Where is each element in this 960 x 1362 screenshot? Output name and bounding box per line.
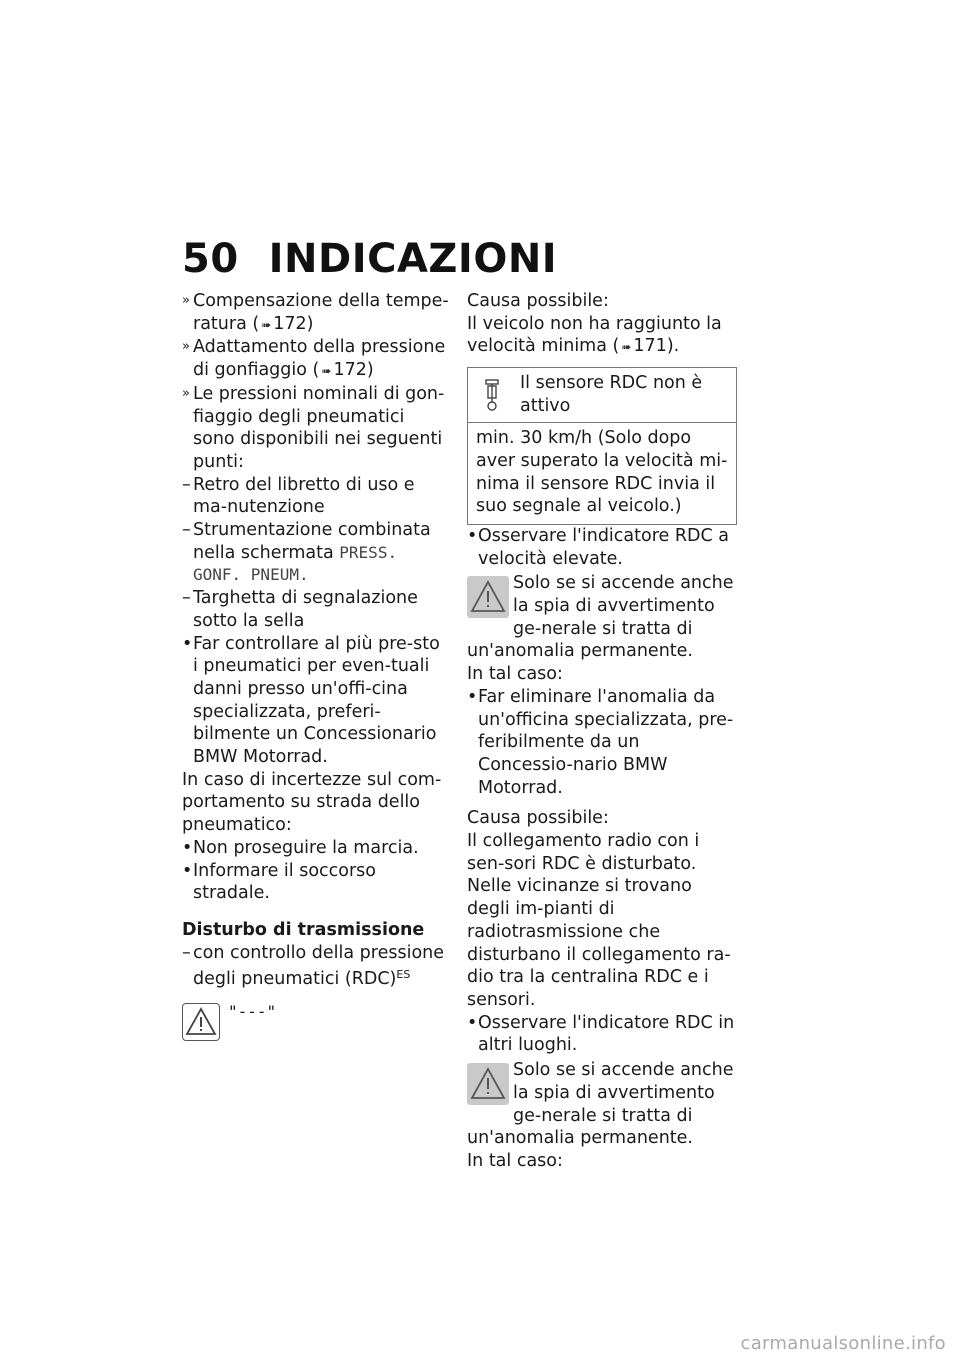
list-item bbox=[182, 837, 450, 860]
arrow-ref-icon: ➠ bbox=[321, 364, 332, 379]
dash-icon: – bbox=[182, 520, 191, 541]
list-item-text: Retro del libretto di uso e ma-nutenzione bbox=[193, 474, 415, 518]
list-item bbox=[182, 633, 450, 769]
warning-triangle-icon bbox=[467, 576, 509, 618]
list-item bbox=[467, 525, 739, 570]
bullet-icon: • bbox=[467, 686, 478, 707]
warning-indicator-row bbox=[182, 1001, 450, 1051]
list-item-text: Osservare l'indicatore RDC a velocità elevate. bbox=[478, 525, 729, 569]
page-number: 50 bbox=[182, 236, 239, 282]
warning-text: Solo se si accende anche la spia di avvertimento ge-nerale si tratta di un'anomalia permanente. bbox=[467, 573, 734, 662]
cause-label: Causa possibile: bbox=[467, 808, 609, 829]
superscript-note: ES bbox=[396, 968, 411, 982]
left-column bbox=[182, 290, 450, 1051]
warning-triangle-icon bbox=[182, 1003, 220, 1041]
bullet-icon: • bbox=[467, 525, 478, 546]
warning-triangle-icon bbox=[467, 1063, 509, 1105]
list-item-text: Osservare l'indicatore RDC in altri luoghi. bbox=[478, 1012, 735, 1056]
list-item-text: Far eliminare l'anomalia da un'officina specializzata, pre-feribilmente da un Concessio-nario BMW Motorrad. bbox=[478, 686, 734, 798]
page-title: INDICAZIONI bbox=[268, 236, 558, 282]
warning-note bbox=[467, 572, 739, 663]
page-ref[interactable]: 172) bbox=[273, 313, 314, 334]
list-item-text: Compensazione della tempe-ratura ( bbox=[193, 291, 449, 334]
list-item bbox=[182, 290, 450, 336]
list-item bbox=[467, 686, 739, 800]
list-item-text: Informare il soccorso stradale. bbox=[193, 860, 376, 904]
watermark: carmanualsonline.info bbox=[740, 1333, 946, 1354]
list-item bbox=[182, 336, 450, 382]
list-item-text: Le pressioni nominali di gon-fiaggio degli pneumatici sono disponibili nei seguenti punti: bbox=[193, 383, 445, 472]
list-item bbox=[182, 587, 450, 632]
section-subheading: Disturbo di trasmissione bbox=[182, 919, 425, 940]
arrow-ref-icon: ➠ bbox=[621, 340, 632, 355]
right-column bbox=[467, 290, 739, 1173]
arrow-bullet-icon: » bbox=[182, 339, 190, 355]
list-item-text: Non proseguire la marcia. bbox=[193, 837, 419, 858]
cause-text: Il collegamento radio con i sen-sori RDC è disturbato. Nelle vicinanze si trovano degli im-pianti di radiotrasmissione che disturbano il collegamento ra-dio tra la centralina RDC e i sensori. bbox=[467, 831, 731, 1010]
arrow-bullet-icon: » bbox=[182, 385, 190, 401]
display-code: "---" bbox=[228, 1002, 277, 1022]
rdc-table-title: Il sensore RDC non è attivo bbox=[520, 373, 703, 416]
list-item bbox=[467, 1012, 739, 1057]
bullet-icon: • bbox=[467, 1012, 478, 1033]
tire-pressure-sensor-icon bbox=[480, 378, 504, 419]
bullet-icon: • bbox=[182, 860, 193, 881]
paragraph: In tal caso: bbox=[467, 1150, 563, 1171]
list-item bbox=[182, 519, 450, 587]
cause-label: Causa possibile: bbox=[467, 291, 609, 311]
rdc-table-body: min. 30 km/h (Solo dopo aver superato la velocità mi-nima il sensore RDC invia il suo segnale al veicolo.) bbox=[476, 428, 728, 517]
rdc-table-header bbox=[468, 368, 736, 423]
warning-note bbox=[467, 1059, 739, 1150]
bullet-icon: • bbox=[182, 633, 193, 654]
cause-text: Il veicolo non ha raggiunto la velocità minima ( bbox=[467, 313, 722, 357]
list-item bbox=[182, 942, 450, 991]
list-item-text: Adattamento della pressione di gonfiaggio ( bbox=[193, 337, 446, 381]
paragraph: In tal caso: bbox=[467, 664, 563, 685]
list-item-text: Far controllare al più pre-sto i pneumatici per even-tuali danni presso un'offi-cina specializzata, preferi-bilmente un Concessionario BMW Motorrad. bbox=[193, 633, 440, 768]
list-item-text: con controllo della pressione degli pneumatici (RDC) bbox=[193, 942, 445, 990]
screen-name: PRESS. GONF. PNEUM. bbox=[193, 542, 398, 585]
list-item bbox=[182, 383, 450, 474]
paragraph: In caso di incertezze sul com-portamento su strada dello pneumatico: bbox=[182, 769, 442, 836]
arrow-bullet-icon: » bbox=[182, 293, 190, 308]
rdc-status-table bbox=[467, 367, 737, 525]
warning-text: Solo se si accende anche la spia di avvertimento ge-nerale si tratta di un'anomalia permanente. bbox=[467, 1060, 734, 1149]
dash-icon: – bbox=[182, 588, 191, 609]
list-item-text: Strumentazione combinata nella schermata bbox=[193, 520, 431, 563]
bullet-icon: • bbox=[182, 837, 193, 858]
paragraph bbox=[467, 313, 739, 359]
page-ref[interactable]: 171). bbox=[633, 336, 680, 357]
arrow-ref-icon: ➠ bbox=[261, 317, 272, 332]
page-heading bbox=[182, 236, 557, 282]
dash-icon: – bbox=[182, 942, 191, 963]
list-item-text: Targhetta di segnalazione sotto la sella bbox=[193, 588, 418, 631]
list-item bbox=[182, 474, 450, 519]
dash-icon: – bbox=[182, 474, 191, 495]
page-ref[interactable]: 172) bbox=[333, 360, 374, 381]
list-item bbox=[182, 860, 450, 905]
